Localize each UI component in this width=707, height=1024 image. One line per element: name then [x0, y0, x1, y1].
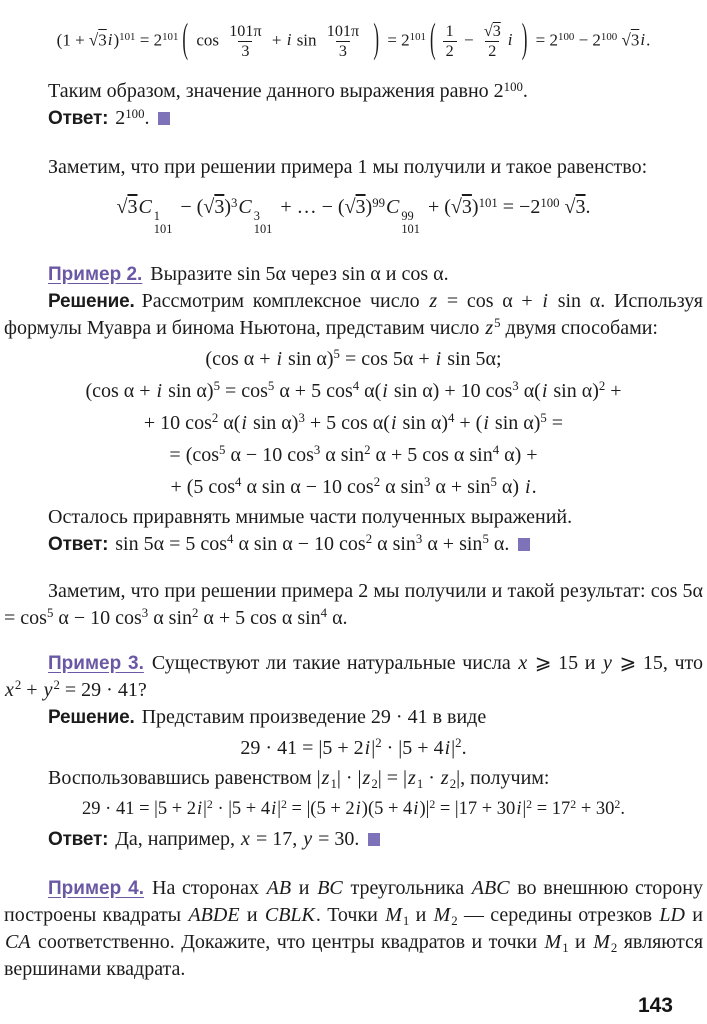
answer-line-ex1 — [4, 105, 703, 132]
paragraph-ex2-conclusion: Осталось приравнять мнимые части полученных выражений. — [48, 505, 573, 528]
equation-ex2-line4: = ($\cos^5$ α − 10 $\cos^3 \alpha$ $\sin^2 \alpha + 5$ cos α $\sin^4 \alpha$) + — [169, 443, 538, 466]
answer-value: sin 5α = 5 $\cos^4 \alpha$ sin α − 10 $\cos^2 \alpha$ $\sin^3 \alpha + \sin^5 \alpha$. — [115, 532, 510, 555]
answer-label: Ответ: — [48, 108, 109, 129]
paragraph-example3 — [4, 650, 703, 704]
equation-ex3-result: $29 \cdot 41 = |5 + 2i|^2 \cdot |5 + 4i|^2 = |(5 + 2i)(5 + 4i)|^2 = |17 + 30i|^2 = 17^2 + 30^2$. — [82, 796, 625, 819]
example2-solution-text: Рассмотрим комплексное число z = cos α + i sin α. Используя формулы Муавра и бинома Ньютона, представим число $z^5$ двумя способами: — [4, 289, 703, 339]
example4-heading[interactable]: Пример 4. — [48, 877, 144, 899]
equation-ex2-line2: (cos α + i $\sin \alpha)^5 = \cos^5 \alpha + 5$ $\cos^4 \alpha(i$ sin α) + 10 $\cos^3 \alpha(i$ sin α)$^2$ + — [85, 379, 622, 402]
paragraph-example2-solution — [4, 288, 703, 342]
paragraph-note2: Заметим, что при решении примера 2 мы получили и такой результат: $\cos 5\alpha = \cos^5 \alpha - 10$ $\cos^3 \alpha$ $\sin^2 \alpha + 5$ cos α $\sin^4 \alpha$. — [4, 579, 703, 629]
equation-binomial-identity: √3C 1 101 − $(√3)^3C$ 3 101 + … − $(√3)^{99}C$ 99 101 + $(√3)^{101} = -2^{100}$ √3. — [116, 195, 591, 237]
example3-statement: Существуют ли такие натуральные числа x ⩾ 15 и y ⩾ 15, что $x^2 + y^2 = 29 \cdot 41$? — [5, 651, 703, 701]
answer-label: Ответ: — [48, 533, 109, 555]
page-number: 143 — [637, 994, 673, 1017]
answer-value: Да, например, x = 17, y = 30. — [115, 827, 360, 850]
example3-solution-text: Представим произведение 29 · 41 в виде — [141, 705, 487, 728]
paragraph-example4 — [4, 875, 703, 983]
answer-value: $2^{100}$. — [115, 106, 150, 129]
paragraph-example3-solution — [4, 704, 703, 731]
solution-label: Решение. — [48, 706, 135, 728]
qed-square-icon — [518, 538, 530, 551]
paragraph-example2 — [4, 261, 703, 288]
solution-label: Решение. — [48, 290, 135, 312]
equation-ex2-line5: + (5 $\cos^4 \alpha$ sin α − 10 $\cos^2 \alpha$ $\sin^3 \alpha + \sin^5 \alpha$) i. — [170, 475, 537, 498]
example2-statement: Выразите sin 5α через sin α и cos α. — [150, 262, 449, 285]
answer-line-ex3 — [4, 826, 703, 853]
equation-ex1-de-moivre: $(1 + √3i)^{101} = 2^{101}$ ( cos $\frac{101\pi}{3}$ + i sin $\frac{101\pi}{3}$ ) = $2^{101}$ ( $\frac{1}{2}$ − $\frac{√3}{2}$ i ) = $2^{100} - 2^{100}$ √3i. — [56, 15, 651, 62]
example2-heading[interactable]: Пример 2. — [48, 263, 143, 285]
paragraph-ex1-conclusion: Таким образом, значение данного выражения равно $2^{100}$. — [48, 79, 528, 102]
answer-label: Ответ: — [48, 828, 109, 850]
equation-ex3-product: $29 \cdot 41 = |5 + 2i|^2 \cdot |5 + 4i|^2$. — [240, 736, 467, 759]
example4-statement: На сторонах AB и BC треугольника ABC во внешнюю сторону построены квадраты ABDE и CBLK. Точки $M_1$ и $M_2$ — середины отрезков LD и CA соответственно. Докажите, что центры квадратов и точки $M_1$ и $M_2$ являются вершинами квадрата. — [4, 876, 704, 980]
qed-square-icon — [158, 112, 170, 125]
paragraph-note1: Заметим, что при решении примера 1 мы получили и такое равенство: — [48, 156, 648, 178]
equation-ex2-line3: + 10 $\cos^2 \alpha(i$ sin α)$^3$ + 5 cos α(i sin α)$^4$ + (i sin α)$^5$ = — [143, 411, 564, 434]
answer-line-ex2 — [4, 531, 703, 558]
example3-heading[interactable]: Пример 3. — [48, 652, 144, 674]
paragraph-ex3-modulus: Воспользовавшись равенством $|z_1| \cdot |z_2| = |z_1 \cdot z_2|$, получим: — [48, 766, 550, 791]
qed-square-icon — [368, 833, 380, 846]
equation-ex2-line1: (cos α + i sin α)$^5$ = cos 5α + i sin 5α; — [205, 347, 502, 370]
